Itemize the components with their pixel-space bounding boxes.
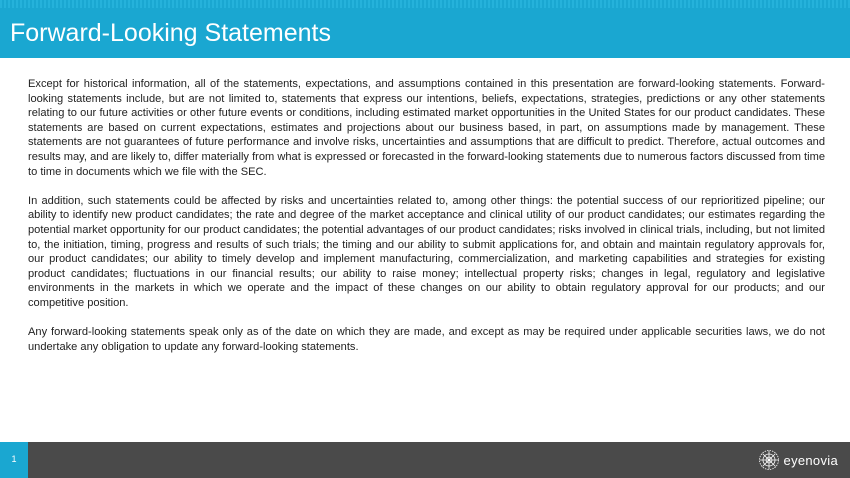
disclaimer-body [28, 77, 825, 369]
footer-bar [0, 442, 850, 478]
flower-mandala-icon [758, 449, 780, 471]
company-logo [758, 448, 838, 472]
paragraph-1: Except for historical information, all of the statements, expectations, and assumptions contained in this presentation are forward-looking statements. Forward-looking statements include, but are not limited to, statements that express our intentions, beliefs, expectations, strategies, predictions or any other statements relating to our future activities or other future events or conditions, including estimated market opportunities in the United States for our product candidates. These statements are based on current expectations, estimates and projections about our business based, in part, on assumptions made by management. These statements are not guarantees of future performance and involve risks, uncertainties and assumptions that are difficult to predict. Therefore, actual outcomes and results may, and are likely to, differ materially from what is expressed or forecasted in the forward-looking statements due to numerous factors discussed from time to time in documents which we file with the SEC. [28, 78, 825, 178]
header-bar [0, 0, 850, 58]
page-number: 1 [11, 454, 17, 464]
page-title: Forward-Looking Statements [10, 19, 331, 47]
paragraph-2: In addition, such statements could be affected by risks and uncertainties related to, among other things: the potential success of our reprioritized pipeline; our ability to identify new product candidates; the rate and degree of the market acceptance and clinical utility of our product candidates; our estimates regarding the potential market opportunity for our product candidates; the potential advantages of our product candidates; risks involved in clinical trials, including, but not limited to, the initiation, timing, progress and results of such trials; the timing and our ability to submit applications for, and obtain and maintain regulatory approvals for, our product candidates; our ability to timely develop and implement manufacturing, commercialization, and marketing capabilities and strategies for existing product candidates; fluctuations in our financial results; our ability to raise money; intellectual property risks; changes in legal, regulatory and legislative environments in the markets in which we operate and the impact of these changes on our ability to obtain regulatory approval for our products; and our competitive position. [28, 194, 825, 309]
header-stripe [0, 0, 850, 8]
paragraph-3: Any forward-looking statements speak only as of the date on which they are made, and except as may be required under applicable securities laws, we do not undertake any obligation to update any forward-looking statements. [28, 326, 825, 353]
page-number-box [0, 442, 28, 478]
logo-wordmark: eyenovia [783, 452, 838, 468]
